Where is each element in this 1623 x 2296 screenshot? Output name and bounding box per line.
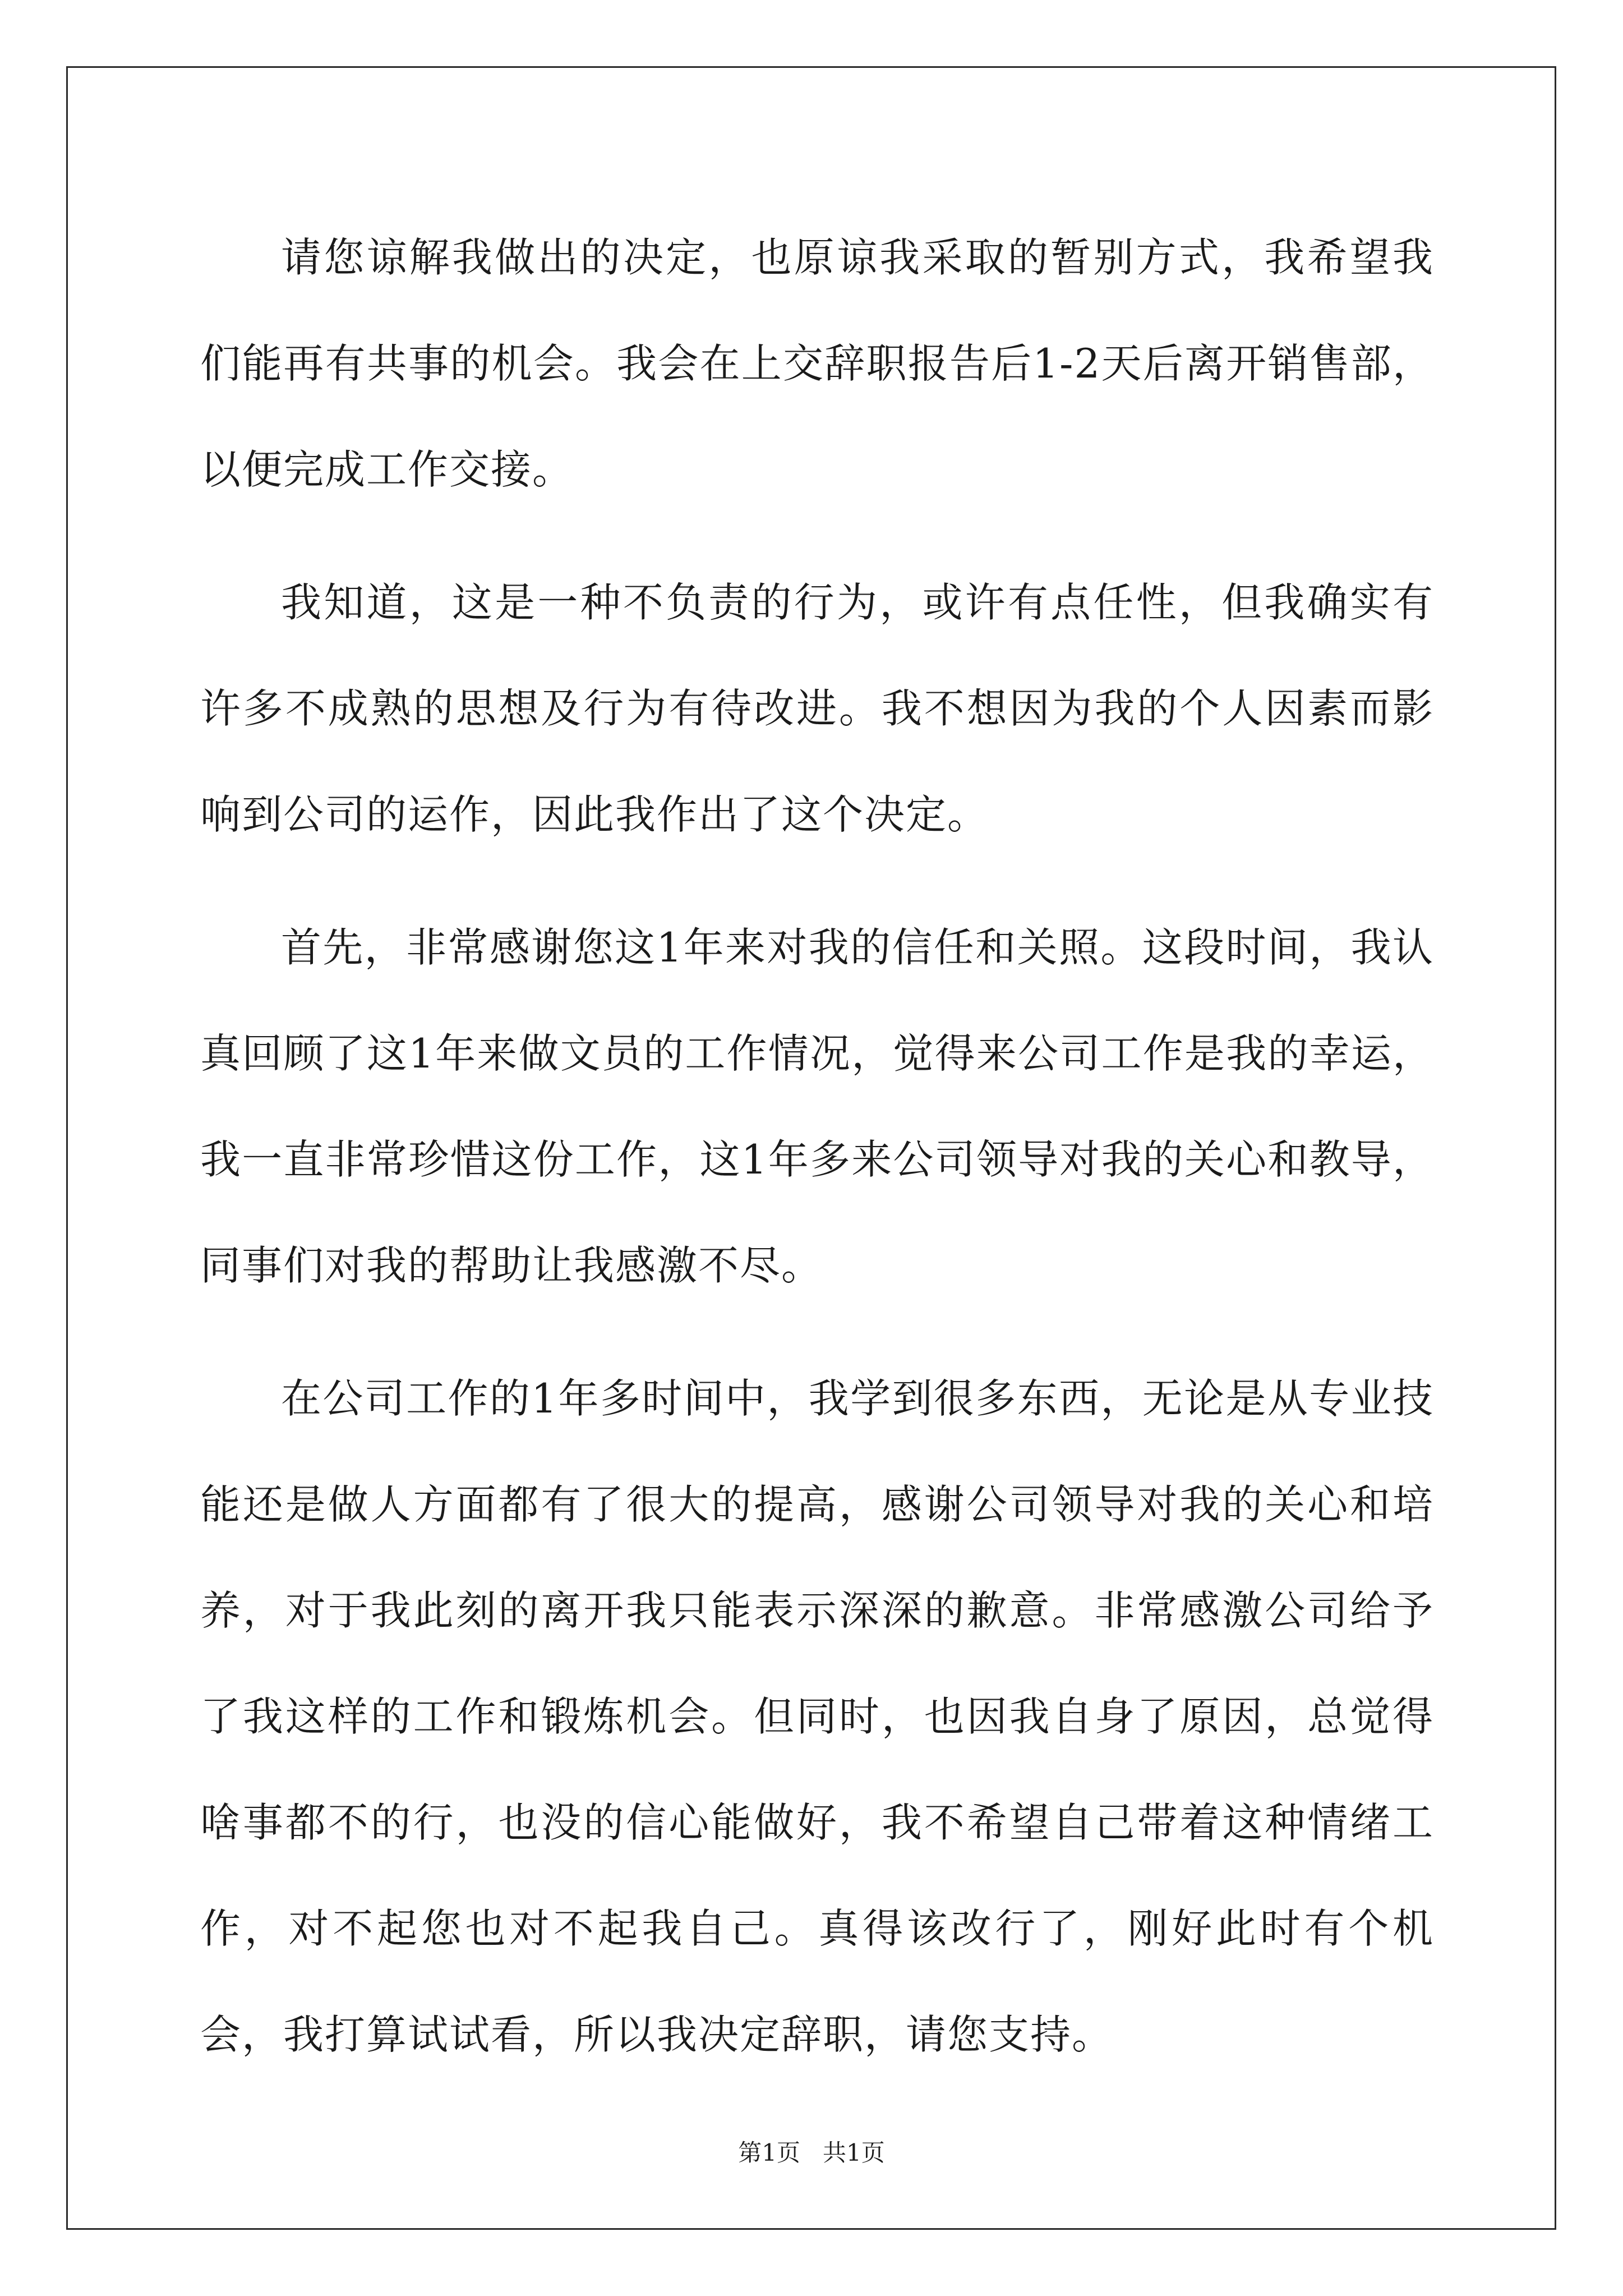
document-body — [200, 205, 1434, 2088]
current-page-number: 第1页 — [738, 2139, 800, 2166]
paragraph-3: 首先，非常感谢您这1年来对我的信任和关照。这段时间，我认真回顾了这1年来做文员的工作情况，觉得来公司工作是我的幸运，我一直非常珍惜这份工作，这1年多来公司领导对我的关心和教导，同事们对我的帮助让我感激不尽。 — [200, 924, 1434, 1289]
page-footer — [0, 2136, 1623, 2170]
paragraph-4: 在公司工作的1年多时间中，我学到很多东西，无论是从专业技能还是做人方面都有了很大的提高，感谢公司领导对我的关心和培养，对于我此刻的离开我只能表示深深的歉意。非常感激公司给予了我这样的工作和锻炼机会。但同时，也因我自身了原因，总觉得啥事都不的行，也没的信心能做好，我不希望自己带着这种情绪工作，对不起您也对不起我自己。真得该改行了，刚好此时有个机会，我打算试试看，所以我决定辞职，请您支持。 — [200, 1375, 1434, 2058]
paragraph-2: 我知道，这是一种不负责的行为，或许有点任性，但我确实有许多不成熟的思想及行为有待改进。我不想因为我的个人因素而影响到公司的运作，因此我作出了这个决定。 — [200, 579, 1434, 838]
paragraph-1: 请您谅解我做出的决定，也原谅我采取的暂别方式，我希望我们能再有共事的机会。我会在上交辞职报告后1-2天后离开销售部，以便完成工作交接。 — [200, 234, 1434, 493]
total-page-count: 共1页 — [823, 2139, 885, 2166]
